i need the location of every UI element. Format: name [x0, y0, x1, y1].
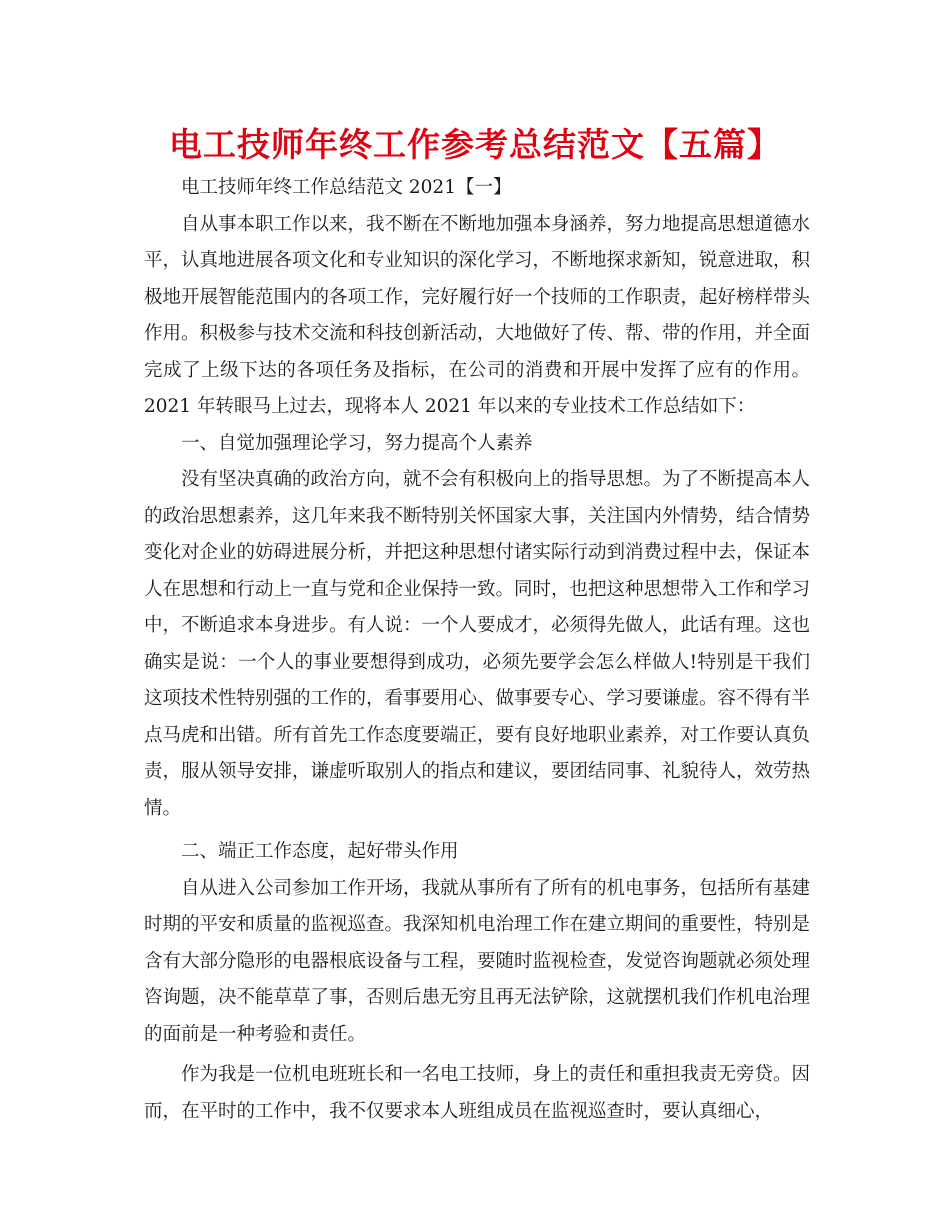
- document-title: 电工技师年终工作参考总结范文【五篇】: [169, 125, 781, 164]
- section-heading-2: 二、端正工作态度，起好带头作用: [181, 841, 459, 862]
- document-body: [144, 170, 810, 1130]
- section-subtitle: 电工技师年终工作总结范文 2021【一】: [181, 177, 512, 198]
- paragraph-1: 没有坚决真确的政治方向，就不会有积极向上的指导思想。为了不断提高本人的政治思想素养，这几年来我不断特别关怀国家大事，关注国内外情势，结合情势变化对企业的妨碍进展分析，并把这种思想付诸实际行动到消费过程中去，保证本人在思想和行动上一直与党和企业保持一致。同时，也把这种思想带入工作和学习中，不断追求本身进步。有人说：一个人要成才，必须得先做人，此话有理。这也确实是说：一个人的事业要想得到成功，必须先要学会怎么样做人!特别是干我们这项技术性特别强的工作的，看事要用心、做事要专心、学习要谦虚。容不得有半点马虎和出错。所有首先工作态度要端正，要有良好地职业素养，对工作要认真负责，服从领导安排，谦虚听取别人的指点和建议，要团结同事、礼貌待人，效劳热情。: [144, 469, 811, 819]
- paragraph-2: 自从进入公司参加工作开场，我就从事所有了所有的机电事务，包括所有基建时期的平安和质量的监视巡查。我深知机电治理工作在建立期间的重要性，特别是含有大部分隐形的电器根底设备与工程，要随时监视检查，发觉咨询题就必须处理咨询题，决不能草草了事，否则后患无穷且再无法铲除，这就摆机我们作机电治理的面前是一种考验和责任。: [144, 877, 811, 1045]
- section-heading-1: 一、自觉加强理论学习，努力提高个人素养: [181, 432, 533, 454]
- paragraph-intro: 自从事本职工作以来，我不断在不断地加强本身涵养，努力地提高思想道德水平，认真地进展各项文化和专业知识的深化学习，不断地探求新知，锐意进取，积极地开展智能范围内的各项工作，完好履行好一个技师的工作职责，起好榜样带头作用。积极参与技术交流和科技创新活动，大地做好了传、帮、带的作用，并全面完成了上级下达的各项任务及指标，在公司的消费和开展中发挥了应有的作用。2021 年转眼马上过去，现将本人 2021 年以来的专业技术工作总结如下：: [144, 213, 811, 417]
- paragraph-3: 作为我是一位机电班班长和一名电工技师，身上的责任和重担我责无旁贷。因而，在平时的工作中，我不仅要求本人班组成员在监视巡查时，要认真细心，: [144, 1064, 811, 1122]
